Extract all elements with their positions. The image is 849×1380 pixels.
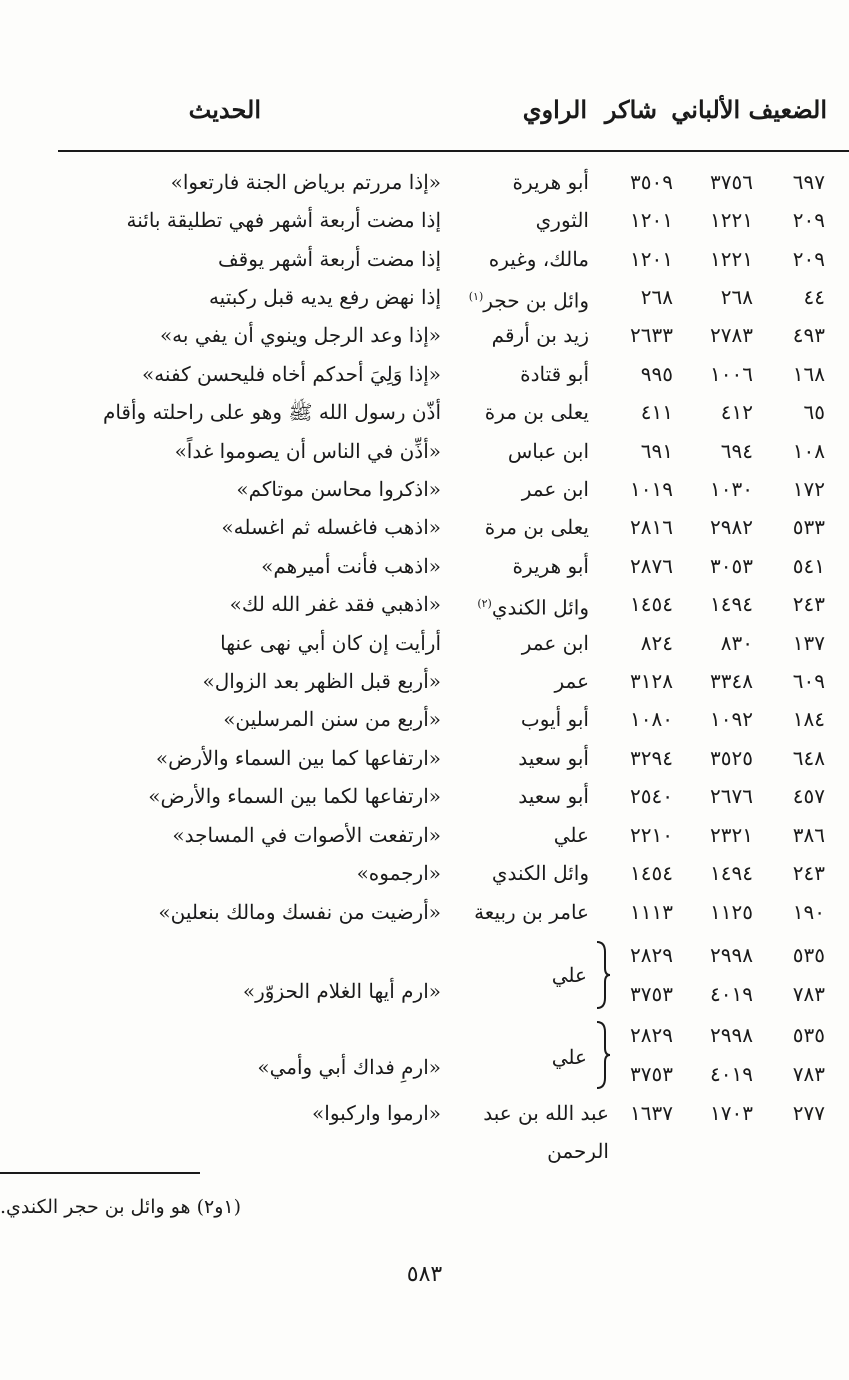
footnote-marker: (١) <box>468 290 484 303</box>
albani-cell: ٦٩٤ <box>720 439 753 463</box>
hadith-cell: «إذا وعد الرجل وينوي أن يفي به» <box>159 323 441 347</box>
albani-cell: ٢٦٨ <box>720 285 753 309</box>
table-row <box>0 624 849 662</box>
table-row <box>0 700 849 738</box>
hadith-cell: «ارمِ فداك أبي وأمي» <box>257 1055 441 1079</box>
rawi-cell: عامر بن ربيعة <box>474 900 589 924</box>
albani-cell: ٤١٢ <box>720 400 753 424</box>
header-albani: الضعيف الألباني <box>671 95 827 124</box>
rawi-cell: أبو سعيد <box>518 746 589 770</box>
shakir-cell: ٢٦٨ <box>640 285 673 309</box>
table-row <box>0 816 849 854</box>
rawi-cell: عمر <box>554 669 589 693</box>
albani-cell: ١٠٠٦ <box>710 362 753 386</box>
number-cell: ٤٩٣ <box>792 323 825 347</box>
shakir-cell: ١٢٠١ <box>630 208 673 232</box>
rawi-cell: وائل الكندي <box>491 861 589 885</box>
shakir-cell: ١٠١٩ <box>630 477 673 501</box>
rawi-name: وائل الكندي <box>491 595 589 620</box>
albani-cell: ٤٠١٩ <box>710 982 753 1006</box>
hadith-cell: «اذهب فأنت أميرهم» <box>261 554 441 578</box>
shakir-cell: ٣٧٥٣ <box>630 982 673 1006</box>
number-cell: ٢٠٩ <box>792 208 825 232</box>
table-row <box>0 893 849 931</box>
rawi-cell: علي <box>553 823 589 847</box>
albani-cell: ٢٩٩٨ <box>710 1023 753 1047</box>
hadith-cell: «ارتفعت الأصوات في المساجد» <box>172 823 441 847</box>
number-cell: ٦٥ <box>803 400 825 424</box>
number-cell: ٦٠٩ <box>792 669 825 693</box>
number-cell: ١٦٨ <box>792 362 825 386</box>
table-row <box>0 854 849 892</box>
table-row <box>0 662 849 700</box>
table-row <box>0 1016 849 1054</box>
shakir-cell: ٣٢٩٤ <box>630 746 673 770</box>
albani-cell: ٢٧٨٣ <box>710 323 753 347</box>
rawi-name: وائل بن حجر <box>483 288 589 313</box>
hadith-cell: «ارموا واركبوا» <box>312 1101 441 1125</box>
table-row <box>0 508 849 546</box>
albani-cell: ١٠٣٠ <box>710 477 753 501</box>
rawi-cell: علي <box>551 963 587 987</box>
header-shakir: شاكر <box>604 95 657 124</box>
rawi-cell: أبو هريرة <box>512 170 589 194</box>
albani-cell: ٣٧٥٦ <box>710 170 753 194</box>
number-cell: ٦٩٧ <box>792 170 825 194</box>
hadith-cell: «اذهب فاغسله ثم اغسله» <box>221 515 441 539</box>
number-cell: ٤٥٧ <box>792 784 825 808</box>
hadith-cell: إذا مضت أربعة أشهر يوقف <box>217 247 441 271</box>
hadith-cell: «إذا مررتم برياض الجنة فارتعوا» <box>170 170 441 194</box>
albani-cell: ٢٩٩٨ <box>710 943 753 967</box>
number-cell: ٢٠٩ <box>792 247 825 271</box>
rawi-cell: يعلى بن مرة <box>484 515 589 539</box>
shakir-cell: ١٢٠١ <box>630 247 673 271</box>
hadith-cell: «اذهبي فقد غفر الله لك» <box>229 592 441 616</box>
table-row <box>0 739 849 777</box>
footnote: (١و٢) هو وائل بن حجر الكندي. <box>0 1196 242 1218</box>
shakir-cell: ٢٦٣٣ <box>630 323 673 347</box>
table-row <box>0 777 849 815</box>
albani-cell: ٢٩٨٢ <box>710 515 753 539</box>
rawi-cell: علي <box>551 1045 587 1069</box>
shakir-cell: ٦٩١ <box>640 439 673 463</box>
shakir-cell: ٩٩٥ <box>640 362 673 386</box>
table-row <box>0 470 849 508</box>
header-rawi: الراوي <box>522 95 587 124</box>
shakir-cell: ٣٧٥٣ <box>630 1062 673 1086</box>
rawi-cell: ابن عمر <box>521 477 589 501</box>
shakir-cell: ٢٨٢٩ <box>630 943 673 967</box>
albani-cell: ١٠٩٢ <box>710 707 753 731</box>
hadith-cell: «أرضيت من نفسك ومالك بنعلين» <box>158 900 441 924</box>
albani-cell: ٢٦٧٦ <box>710 784 753 808</box>
albani-cell: ٤٠١٩ <box>710 1062 753 1086</box>
rawi-cell <box>477 585 589 627</box>
rawi-cell: زيد بن أرقم <box>491 323 589 347</box>
rawi-cell: أبو هريرة <box>512 554 589 578</box>
rawi-cell: ابن عمر <box>521 631 589 655</box>
table-row <box>0 432 849 470</box>
hadith-cell: «أربع من سنن المرسلين» <box>223 707 441 731</box>
number-cell: ٤٤ <box>803 285 825 309</box>
hadith-cell: أذّن رسول الله ﷺ وهو على راحلته وأقام <box>102 400 441 424</box>
hadith-cell: «ارم أيها الغلام الحزوّر» <box>242 979 441 1003</box>
albani-cell: ١٧٠٣ <box>710 1101 753 1125</box>
shakir-cell: ٢٨٧٦ <box>630 554 673 578</box>
rawi-cell: الثوري <box>535 208 589 232</box>
shakir-cell: ١٤٥٤ <box>630 861 673 885</box>
shakir-cell: ١٦٣٧ <box>630 1101 673 1125</box>
rawi-cell: أبو سعيد <box>518 784 589 808</box>
header-hadith: الحديث <box>188 95 261 124</box>
table-row <box>0 393 849 431</box>
albani-cell: ١٤٩٤ <box>710 592 753 616</box>
hadith-cell: أرأيت إن كان أبي نهى عنها <box>220 631 441 655</box>
number-cell: ٥٤١ <box>792 554 825 578</box>
shakir-cell: ٣٥٠٩ <box>630 170 673 194</box>
table-row <box>0 585 849 623</box>
rawi-cell: أبو قتادة <box>520 362 589 386</box>
header-rule <box>58 150 849 152</box>
number-cell: ٥٣٥ <box>792 943 825 967</box>
hadith-cell: «أذِّن في الناس أن يصوموا غداً» <box>174 439 441 463</box>
curly-brace <box>595 940 611 1010</box>
table-row <box>0 316 849 354</box>
hadith-cell: «أربع قبل الظهر بعد الزوال» <box>202 669 441 693</box>
table-row <box>0 163 849 201</box>
shakir-cell: ٢٨٢٩ <box>630 1023 673 1047</box>
hadith-cell: «ارتفاعها كما بين السماء والأرض» <box>155 746 441 770</box>
shakir-cell: ٤١١ <box>640 400 673 424</box>
rawi-cell: مالك، وغيره <box>488 247 589 271</box>
number-cell: ٧٨٣ <box>792 1062 825 1086</box>
number-cell: ٧٨٣ <box>792 982 825 1006</box>
number-cell: ٣٨٦ <box>792 823 825 847</box>
number-cell: ١٣٧ <box>792 631 825 655</box>
number-cell: ١٩٠ <box>792 900 825 924</box>
albani-cell: ١٤٩٤ <box>710 861 753 885</box>
albani-cell: ١٢٢١ <box>710 208 753 232</box>
page-number: ٥٨٣ <box>406 1262 443 1287</box>
shakir-cell: ١١١٣ <box>630 900 673 924</box>
number-cell: ٦٤٨ <box>792 746 825 770</box>
table-row <box>0 936 849 974</box>
albani-cell: ١١٢٥ <box>710 900 753 924</box>
albani-cell: ٣٣٤٨ <box>710 669 753 693</box>
table-row <box>0 547 849 585</box>
shakir-cell: ١٠٨٠ <box>630 707 673 731</box>
table-row <box>0 355 849 393</box>
shakir-cell: ٢٢١٠ <box>630 823 673 847</box>
number-cell: ١٨٤ <box>792 707 825 731</box>
footnote-marker: (٢) <box>477 597 492 610</box>
shakir-cell: ٢٥٤٠ <box>630 784 673 808</box>
hadith-cell: إذا نهض رفع يديه قبل ركبتيه <box>208 285 441 309</box>
table-row <box>0 240 849 278</box>
table-row <box>0 201 849 239</box>
shakir-cell: ٢٨١٦ <box>630 515 673 539</box>
hadith-cell: «ارتفاعها لكما بين السماء والأرض» <box>148 784 441 808</box>
rawi-cell <box>469 278 589 320</box>
rawi-cell: يعلى بن مرة <box>484 400 589 424</box>
hadith-cell: «إذا وَلِيَ أحدكم أخاه فليحسن كفنه» <box>141 362 441 386</box>
number-cell: ٥٣٣ <box>792 515 825 539</box>
albani-cell: ٢٣٢١ <box>710 823 753 847</box>
number-cell: ٢٤٣ <box>792 592 825 616</box>
albani-cell: ٣٥٢٥ <box>710 746 753 770</box>
albani-cell: ٨٣٠ <box>720 631 753 655</box>
number-cell: ٥٣٥ <box>792 1023 825 1047</box>
albani-cell: ١٢٢١ <box>710 247 753 271</box>
table-row <box>0 278 849 316</box>
shakir-cell: ١٤٥٤ <box>630 592 673 616</box>
shakir-cell: ٨٢٤ <box>640 631 673 655</box>
curly-brace <box>595 1020 611 1090</box>
hadith-cell: «ارجموه» <box>356 861 441 885</box>
number-cell: ١٧٢ <box>792 477 825 501</box>
rawi-cell: عبد الله بن عبد الرحمن <box>483 1101 609 1163</box>
albani-cell: ٣٠٥٣ <box>710 554 753 578</box>
hadith-cell: إذا مضت أربعة أشهر فهي تطليقة بائنة <box>126 208 441 232</box>
number-cell: ٢٧٧ <box>792 1101 825 1125</box>
footnote-rule <box>0 1172 200 1174</box>
number-cell: ٢٤٣ <box>792 861 825 885</box>
number-cell: ١٠٨ <box>792 439 825 463</box>
hadith-cell: «اذكروا محاسن موتاكم» <box>236 477 441 501</box>
table-row <box>0 1094 849 1132</box>
shakir-cell: ٣١٢٨ <box>630 669 673 693</box>
rawi-cell: ابن عباس <box>507 439 589 463</box>
rawi-cell: أبو أيوب <box>520 707 589 731</box>
